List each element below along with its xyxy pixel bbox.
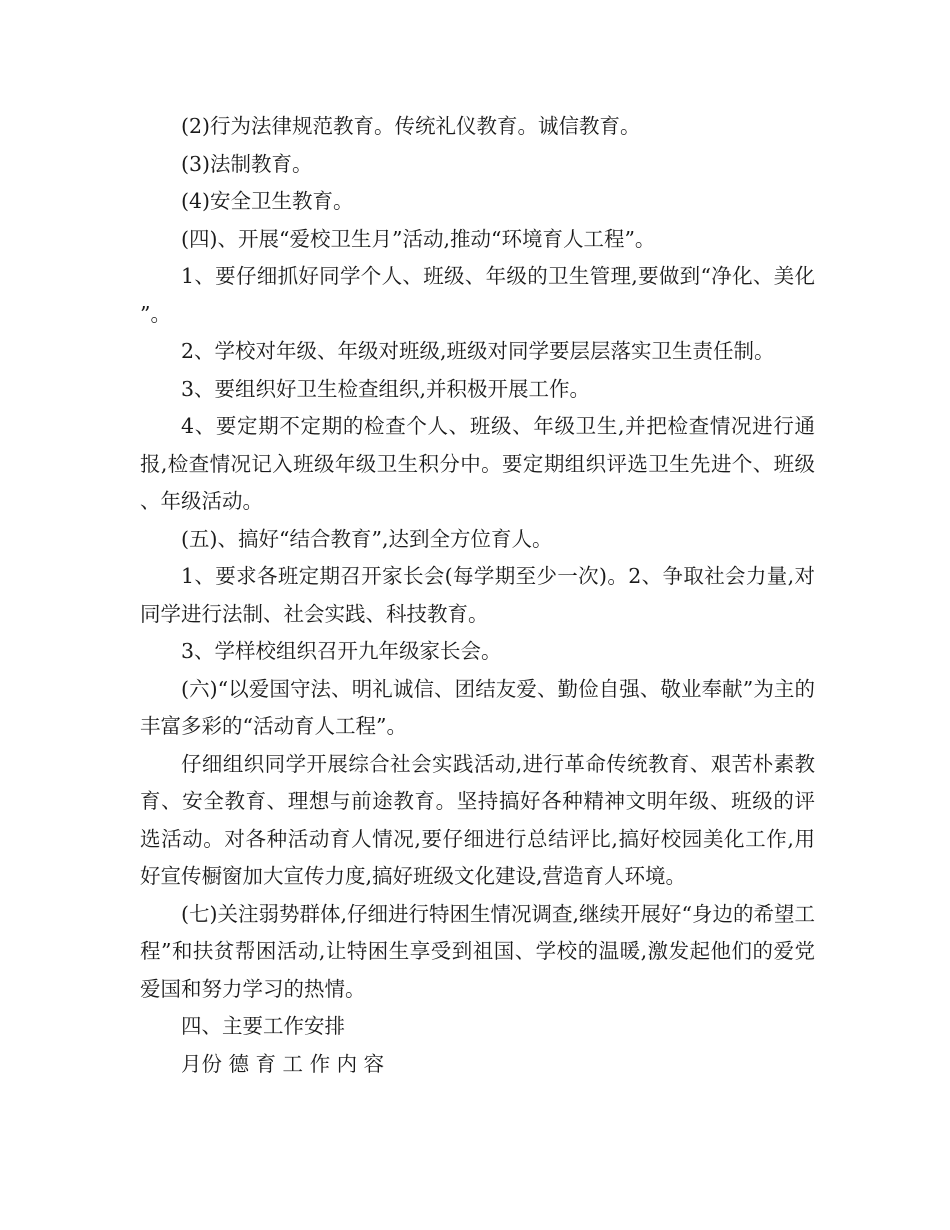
- paragraph-hygiene-management: 1、要仔细抓好同学个人、班级、年级的卫生管理,要做到“净化、美化”。: [140, 264, 815, 326]
- section-heading-combined-education: (五)、搞好“结合教育”,达到全方位育人。: [181, 526, 553, 551]
- document-body: [140, 108, 815, 1083]
- paragraph-inspection-organization: 3、要组织好卫生检查组织,并积极开展工作。: [181, 376, 591, 401]
- paragraph-responsibility-system: 2、学校对年级、年级对班级,班级对同学要层层落实卫生责任制。: [181, 339, 775, 363]
- section-heading-activity-education: (六)“以爱国守法、明礼诚信、团结友爱、勤俭自强、敬业奉献”为主的丰富多彩的“活动育人工程”。: [140, 676, 815, 738]
- paragraph-regular-inspection: 4、要定期不定期的检查个人、班级、年级卫生,并把检查情况进行通报,检查情况记入班级年级卫生积分中。要定期组织评选卫生先进个、班级、年级活动。: [140, 414, 815, 513]
- paragraph-safety-education: (4)安全卫生教育。: [181, 189, 354, 213]
- section-heading-hygiene-month: (四)、开展“爱校卫生月”活动,推动“环境育人工程”。: [181, 226, 656, 251]
- paragraph-grade-nine-meeting: 3、学样校组织召开九年级家长会。: [181, 639, 502, 663]
- schedule-table-header: 月份 德 育 工 作 内 容: [181, 1051, 385, 1076]
- paragraph-legal-education: (3)法制教育。: [181, 151, 313, 176]
- section-heading-vulnerable-groups: (七)关注弱势群体,仔细进行特困生情况调查,继续开展好“身边的希望工程”和扶贫帮困活动,让特困生享受到祖国、学校的温暖,激发起他们的爱党爱国和努力学习的热情。: [140, 901, 816, 1001]
- paragraph-behavior-education: (2)行为法律规范教育。传统礼仪教育。诚信教育。: [181, 114, 641, 138]
- paragraph-parent-meetings: 1、要求各班定期召开家长会(每学期至少一次)。2、争取社会力量,对同学进行法制、社会实践、科技教育。: [140, 564, 815, 626]
- section-heading-work-schedule: 四、主要工作安排: [181, 1014, 345, 1038]
- paragraph-social-practice: 仔细组织同学开展综合社会实践活动,进行革命传统教育、艰苦朴素教育、安全教育、理想与前途教育。坚持搞好各种精神文明年级、班级的评选活动。对各种活动育人情况,要仔细进行总结评比,搞好校园美化工作,用好宣传橱窗加大宣传力度,搞好班级文化建设,营造育人环境。: [140, 751, 815, 888]
